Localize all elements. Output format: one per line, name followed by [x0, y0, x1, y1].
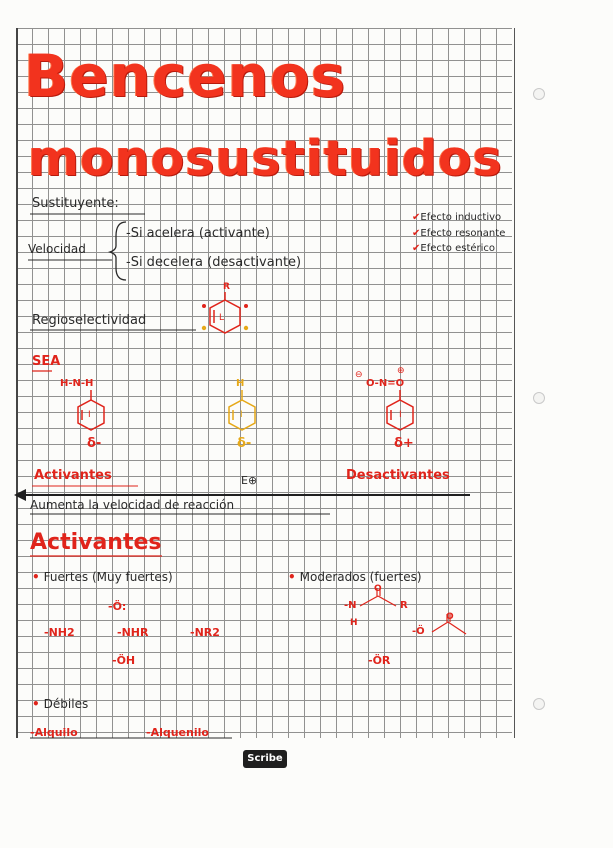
efecto-inductivo: ✔Efecto inductivo	[412, 212, 502, 223]
regioselectividad-label: Regioselectividad	[32, 313, 147, 328]
sea-label: SEA	[32, 354, 61, 369]
fuertes-group: -ÖH	[112, 654, 136, 667]
desactivante-benzene-ring	[387, 390, 413, 430]
ester-bonds	[432, 614, 466, 634]
page-title-line-1: Bencenos	[24, 42, 347, 110]
ring-label-neutral: I	[240, 410, 243, 420]
efecto-resonante: ✔Efecto resonante	[412, 228, 506, 239]
velocidad-label: Velocidad	[28, 242, 86, 256]
moderados-group: R	[400, 600, 408, 611]
activante-example-group: H-N-H	[60, 378, 94, 389]
fuertes-group: -NR2	[190, 626, 220, 639]
moderados-group: -N	[344, 600, 357, 611]
activantes-scale-label: Activantes	[34, 468, 112, 483]
activante-benzene-ring	[78, 390, 104, 430]
moderados-group: H	[350, 618, 358, 628]
ortho-marker	[244, 304, 248, 308]
debiles-group: -Alquilo	[30, 726, 78, 739]
ring-center-label: L	[219, 313, 225, 323]
velocidad-option-decelera: -Si decelera (desactivante)	[126, 255, 302, 270]
desactivante-example-group: O-N=O	[366, 378, 405, 389]
rate-arrow-head	[14, 489, 26, 501]
moderados-group: -Ö	[412, 626, 425, 637]
page-title-line-2: monosustituidos	[28, 130, 503, 187]
neutral-example-group: H	[236, 378, 245, 389]
desactivantes-scale-label: Desactivantes	[346, 468, 450, 483]
arrow-caption: Aumenta la velocidad de reacción	[30, 498, 235, 512]
velocidad-option-acelera: -Si acelera (activante)	[126, 226, 270, 241]
fuertes-label: • Fuertes (Muy fuertes)	[32, 570, 173, 584]
ring-substituent-r: R	[223, 282, 230, 292]
sustituyente-label: Sustituyente:	[32, 196, 119, 211]
fuertes-group: -Ö:	[108, 600, 127, 613]
nitro-charge-top: ⊕	[397, 366, 405, 376]
ring-label-activante: I	[88, 410, 91, 420]
fuertes-group: -NH2	[44, 626, 75, 639]
meta-marker	[202, 326, 206, 330]
nitro-charge-left: ⊖	[355, 370, 363, 380]
debiles-group: -Alquenilo	[146, 726, 209, 739]
desactivante-delta: δ+	[394, 436, 414, 451]
moderados-group: -ÖR	[368, 654, 391, 667]
ring-label-desactivante: I	[399, 410, 402, 420]
velocidad-brace	[110, 222, 126, 280]
fuertes-group: -NHR	[117, 626, 149, 639]
moderados-group: O	[374, 584, 382, 594]
efecto-esterico: ✔Efecto estérico	[412, 243, 496, 254]
amide-bonds	[360, 588, 396, 606]
moderados-label: • Moderados (fuertes)	[288, 570, 422, 584]
electrophile-mark: E⊕	[241, 474, 258, 487]
activantes-heading: Activantes	[30, 530, 162, 555]
ortho-marker	[202, 304, 206, 308]
regio-benzene-ring	[210, 292, 240, 333]
debiles-label: • Débiles	[32, 697, 89, 711]
meta-marker	[244, 326, 248, 330]
activante-delta: δ-	[87, 436, 102, 451]
neutral-benzene-ring	[229, 390, 255, 430]
moderados-group: O	[446, 612, 454, 622]
neutral-delta: δ-	[237, 436, 252, 451]
scribe-logo: Scribe	[243, 750, 287, 768]
